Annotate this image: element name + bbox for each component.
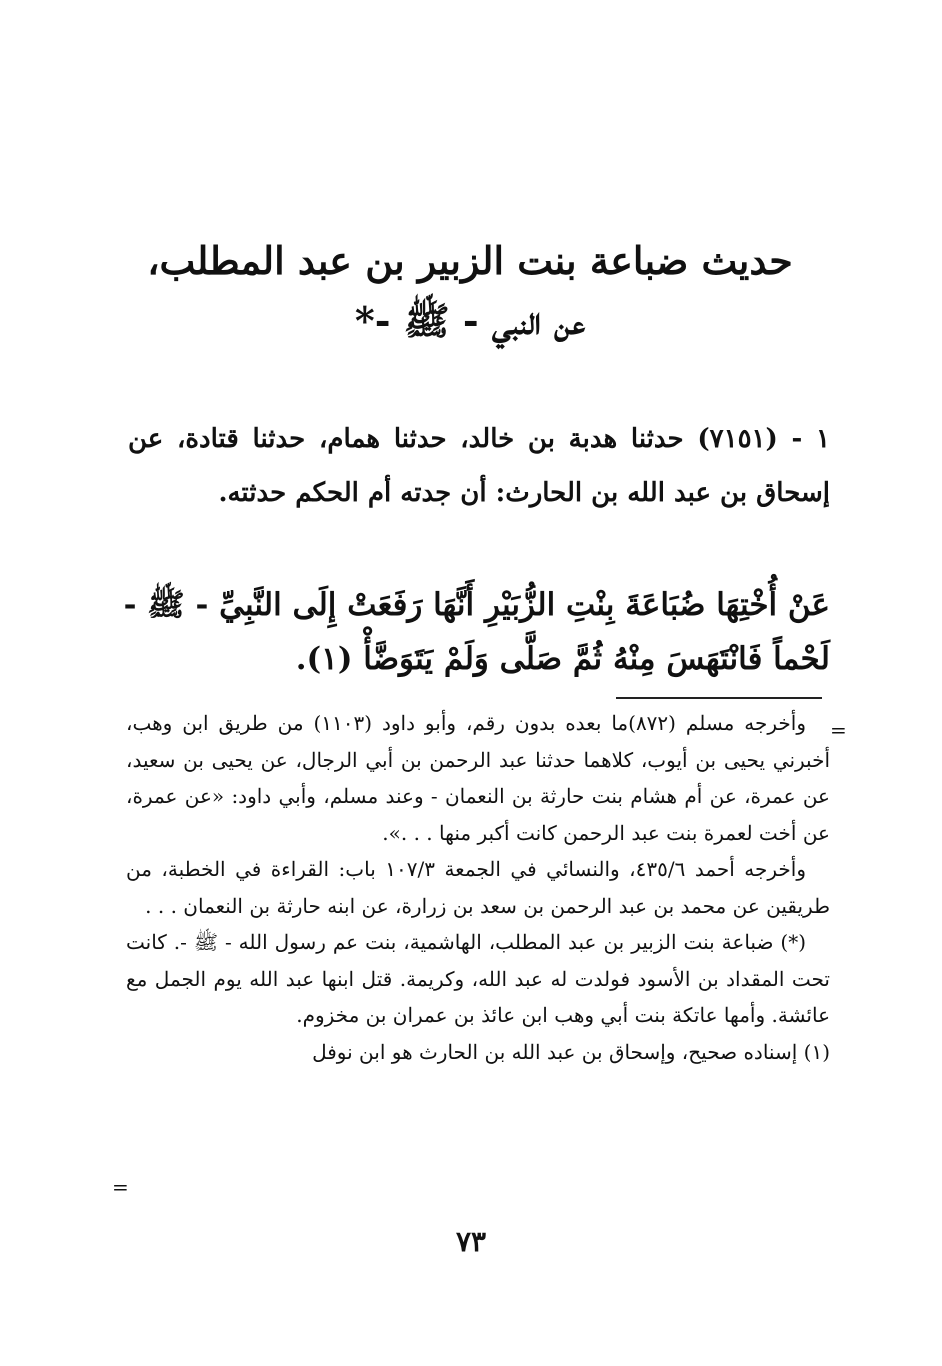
footnote-isnad-grade: (١) إسناده صحيح، وإسحاق بن عبد الله بن الحارث هو ابن نوفل [312,1039,830,1064]
footnote-biography: (*) ضباعة بنت الزبير بن عبد المطلب، الهاشمية، بنت عم رسول الله - ﷺ -. كانت تحت المقداد بن الأسود فولدت له عبد الله، وكريمة. قتل ابنها عبد الله يوم الجمل مع عائشة. وأمها عاتكة بنت أبي وهب ابن عائذ بن عمران بن مخزوم. [126,930,830,1027]
footnote-muslim-abudawud: وأخرجه مسلم (٨٧٢)ما بعده بدون رقم، وأبو داود (١١٠٣) من طريق ابن وهب، أخبرني يحيى بن أيوب، كلاهما حدثنا عبد الرحمن بن أبي الرجال، عن يحيى بن سعيد، عن عمرة، عن أم هشام بنت حارثة بن النعمان - وعند مسلم، وأبي داود: «عن عمرة، عن أخت لعمرة بنت عبد الرحمن كانت أكبر منها . . .». [126,711,830,845]
chapter-title-line-2: عن النبي - ﷺ -* [354,298,586,343]
hadith-isnad: ١ - (٧١٥١) حدثنا هدبة بن خالد، حدثنا همام، حدثنا قتادة، عن إسحاق بن عبد الله بن الحارث: أن جدته أم الحكم حدثته. [128,424,831,508]
footnote-divider [616,697,822,699]
chapter-title-line-1: حديث ضباعة بنت الزبير بن عبد المطلب، [147,238,793,283]
footnote-ahmad-nasai: وأخرجه أحمد ٤٣٥/٦، والنسائي في الجمعة ١٠٧/٣ باب: القراءة في الخطبة، من طريقين عن محمد بن عبد الرحمن بن سعد بن زرارة، عن ابنه حارثة بن النعمان . . . [126,857,830,918]
page-number: ٧٣ [455,1225,487,1258]
footnote-trailing-mark: = [112,1175,129,1199]
footnote-continuation-mark: = [830,718,847,742]
hadith-matn: عَنْ أُخْتِهَا ضُبَاعَةَ بِنْتِ الزُّبَيْرِ أَنَّهَا رَفَعَتْ إِلَى النَّبِيِّ - ﷺ - لَحْماً فَانْتَهَسَ مِنْهُ ثُمَّ صَلَّى وَلَمْ يَتَوَضَّأْ (١). [123,587,830,677]
footnotes-section [126,705,830,1070]
